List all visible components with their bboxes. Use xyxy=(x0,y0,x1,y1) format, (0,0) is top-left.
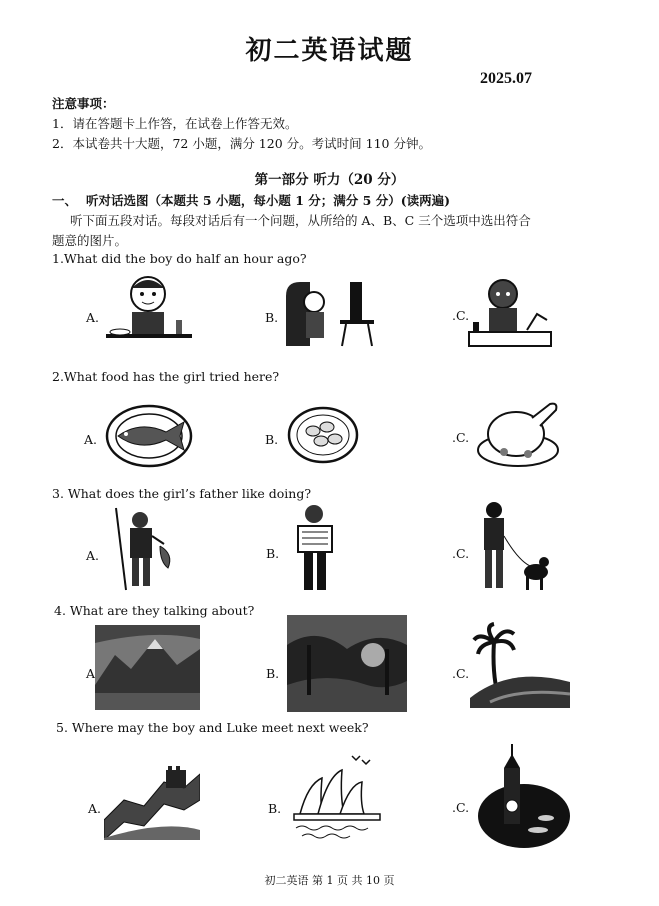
q5-option-b-label: B. xyxy=(268,801,282,816)
instruction-line-2: 题意的图片。 xyxy=(52,233,128,248)
q3-option-a-label: A. xyxy=(86,548,100,563)
q2-fish-plate-image xyxy=(104,402,194,470)
q3-man-reading-newspaper-image xyxy=(290,502,340,594)
q2-dumplings-plate-image xyxy=(287,405,359,465)
q3-man-walking-dog-image xyxy=(478,500,550,594)
question-4-text: 4. What are they talking about? xyxy=(54,603,255,618)
q4-option-b-label: B. xyxy=(266,666,280,681)
page-footer: 初二英语 第 1 页 共 10 页 xyxy=(264,874,395,887)
q1-option-c-label: .C. xyxy=(452,308,470,323)
exam-date: 2025.07 xyxy=(480,70,532,87)
q2-option-c-label: .C. xyxy=(452,430,470,445)
instruction-line-1: 听下面五段对话。每段对话后有一个问题，从所给的 A、B、C 三个选项中选出符合 xyxy=(70,213,531,228)
q1-option-b-label: B. xyxy=(265,310,279,325)
notice-item-2: 2．本试卷共十大题，72 小题，满分 120 分。考试时间 110 分钟。 xyxy=(52,136,431,151)
q2-roast-chicken-image xyxy=(476,396,566,468)
q4-forest-image xyxy=(287,615,407,712)
q2-option-a-label: A. xyxy=(84,432,98,447)
q2-option-b-label: B. xyxy=(265,432,279,447)
q4-beach-image xyxy=(470,622,570,708)
part-heading: 第一部分 听力（20 分） xyxy=(254,172,405,188)
question-5-text: 5. Where may the boy and Luke meet next week? xyxy=(56,720,369,735)
q5-great-wall-image xyxy=(104,760,200,840)
q4-option-a-label: A xyxy=(86,666,96,681)
q3-option-c-label: .C. xyxy=(452,546,470,561)
notice-item-1: 1．请在答题卡上作答，在试卷上作答无效。 xyxy=(52,116,298,131)
notice-heading: 注意事项： xyxy=(52,96,115,111)
question-3-text: 3. What does the girl’s father like doing? xyxy=(52,486,312,501)
q4-mountains-image xyxy=(95,625,200,710)
q1-boy-eating-image xyxy=(98,272,198,352)
section-number: 一、 xyxy=(52,193,78,208)
q5-big-ben-image xyxy=(476,742,572,850)
q5-option-c-label: .C. xyxy=(452,800,470,815)
question-2-text: 2.What food has the girl tried here? xyxy=(52,369,280,384)
q1-option-a-label: A. xyxy=(86,310,100,325)
q4-option-c-label: .C. xyxy=(452,666,470,681)
page-title: 初二英语试题 xyxy=(245,36,414,66)
q1-boy-studying-image xyxy=(465,274,555,348)
question-1-text: 1.What did the boy do half an hour ago? xyxy=(52,251,307,266)
section-title: 听对话选图（本题共 5 小题，每小题 1 分；满分 5 分）(读两遍) xyxy=(86,193,451,208)
q3-option-b-label: B. xyxy=(266,546,280,561)
q1-boy-playing-computer-image xyxy=(280,276,380,348)
q3-man-fishing-image xyxy=(108,506,184,592)
q5-option-a-label: A. xyxy=(88,801,102,816)
q5-sydney-opera-house-image xyxy=(292,750,384,842)
